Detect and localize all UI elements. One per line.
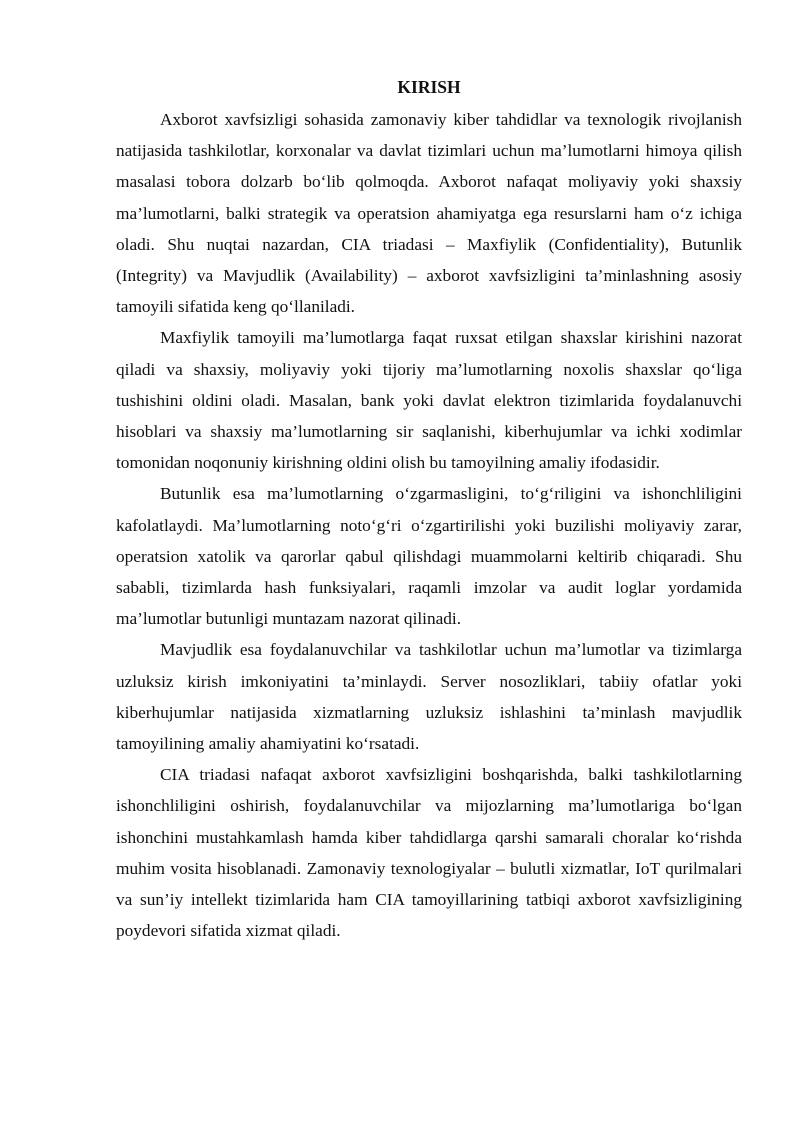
paragraph-confidentiality: Maxfiylik tamoyili ma’lumotlarga faqat ruxsat etilgan shaxslar kirishini nazorat qiladi va shaxsiy, moliyaviy yoki tijoriy ma’lumotlarning noxolis shaxslar qo‘liga tushishini oldini oladi. Masalan, bank yoki davlat elektron tizimlarida foydalanuvchi hisoblari va shaxsiy ma’lumotlarning sir saqlanishi, kiberhujumlar va ichki xodimlar tomonidan noqonuniy kirishning oldini olish bu tamoyilning amaliy ifodasidir.	[116, 328, 742, 473]
paragraph-conclusion: CIA triadasi nafaqat axborot xavfsizligini boshqarishda, balki tashkilotlarning ishonchliligini oshirish, foydalanuvchilar va mijozlarning ma’lumotlariga bo‘lgan ishonchini mustahkamlash hamda kiber tahdidlarga qarshi samarali choralar ko‘rishda muhim vosita hisoblanadi. Zamonaviy texnologiyalar – bulutli xizmatlar, IoT qurilmalari va sun’iy intellekt tizimlarida ham CIA tamoyillarining tatbiqi axborot xavfsizligining poydevori sifatida xizmat qiladi.	[116, 765, 742, 941]
document-page	[116, 74, 742, 946]
paragraph-availability: Mavjudlik esa foydalanuvchilar va tashkilotlar uchun ma’lumotlar va tizimlarga uzluksiz kirish imkoniyatini ta’minlaydi. Server nosozliklari, tabiiy ofatlar yoki kiberhujumlar natijasida xizmatlarning uzluksiz ishlashini ta’minlash mavjudlik tamoyilining amaliy ahamiyatini ko‘rsatadi.	[116, 640, 742, 754]
document-title: KIRISH	[397, 77, 461, 97]
paragraph-intro: Axborot xavfsizligi sohasida zamonaviy kiber tahdidlar va texnologik rivojlanish natijasida tashkilotlar, korxonalar va davlat tizimlari uchun ma’lumotlarni himoya qilish masalasi tobora dolzarb bo‘lib qolmoqda. Axborot nafaqat moliyaviy yoki shaxsiy ma’lumotlarni, balki strategik va operatsion ahamiyatga ega resurslarni ham o‘z ichiga oladi. Shu nuqtai nazardan, CIA triadasi – Maxfiylik (Confidentiality), Butunlik (Integrity) va Mavjudlik (Availability) – axborot xavfsizligini ta’minlashning asosiy tamoyili sifatida keng qo‘llaniladi.	[116, 110, 742, 317]
paragraph-integrity: Butunlik esa ma’lumotlarning o‘zgarmasligini, to‘g‘riligini va ishonchliligini kafolatlaydi. Ma’lumotlarning noto‘g‘ri o‘zgartirilishi yoki buzilishi moliyaviy zarar, operatsion xatolik va qarorlar qabul qilishdagi muammolarni keltirib chiqaradi. Shu sababli, tizimlarda hash funksiyalari, raqamli imzolar va audit loglar yordamida ma’lumotlar butunligi muntazam nazorat qilinadi.	[116, 484, 742, 629]
